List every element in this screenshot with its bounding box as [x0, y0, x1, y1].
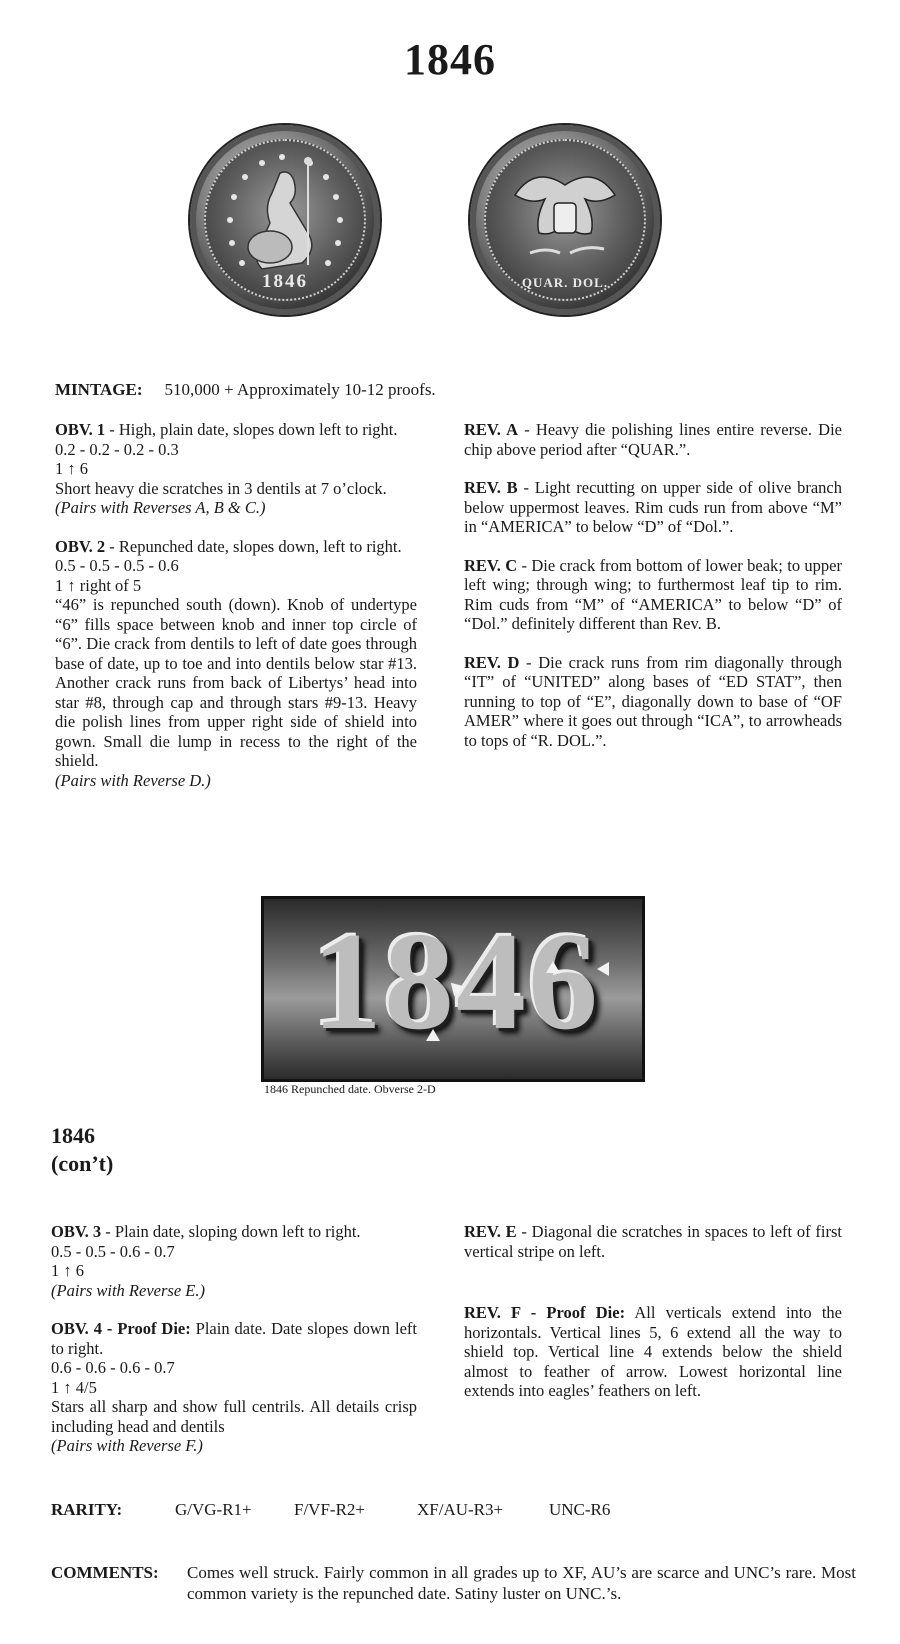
arrow-position: 1 ↑ right of 5: [55, 575, 142, 595]
reverse-e-entry: REV. E - Diagonal die scratches in spaces to left of first vertical stripe on left.: [464, 1222, 842, 1261]
reverse-label: REV. E: [464, 1222, 517, 1241]
obverse-column-top: [55, 420, 417, 809]
reverse-description: Die crack runs from rim diagonally through “IT” of “UNITED” along bases of “ED STAT”, then running to top of “E”, diagonally down to base of “OF AMER” where it goes out through “ICA”, to arrowheads to tops of “R. DOL.”.: [464, 652, 842, 750]
reverse-description: All verticals extend into the horizontals. Vertical lines 5, 6 extend all the way to shield top. Vertical line 4 extends below the shield almost to feather of arrow. Lowest horizontal line extends into eagles’ feathers on left.: [464, 1303, 843, 1400]
reverse-a-entry: REV. A - Heavy die polishing lines entire reverse. Die chip above period after “QUAR.”.: [464, 420, 842, 459]
reverse-f-entry: [464, 1303, 842, 1401]
obverse-4-entry: [51, 1319, 417, 1456]
mintage-value: 510,000 + Approximately 10-12 proofs.: [164, 380, 436, 399]
reverse-label: REV. C: [464, 555, 518, 575]
reverse-column-top: [464, 420, 842, 769]
obverse-column-bottom: [51, 1222, 417, 1475]
reverse-description: Die crack from bottom of lower beak; to upper left wing; through wing; to furthermost leaf tip to rim. Rim cuds from “M” of “AMERICA” to below “D” of “Dol.” definitely different than Rev. B.: [464, 555, 842, 633]
marker-arrow-icon: [546, 961, 560, 973]
obverse-1-entry: OBV. 1 - High, plain date, slopes down left to right. 0.2 - 0.2 - 0.2 - 0.3 1 ↑ 6 Short heavy die scratches in 3 dentils at 7 o’clock. (Pairs with Reverses A, B & C.): [55, 420, 417, 518]
rarity-grade: F/VF-R2+: [294, 1500, 365, 1519]
comments-text: Comes well struck. Fairly common in all grades up to XF, AU’s are scarce and UNC’s rare. Most common variety is the repunched date. Satiny luster on UNC.’s.: [187, 1563, 856, 1603]
reverse-description: Light recutting on upper side of olive branch below uppermost leaves. Rim cuds run from above “M” in “AMERICA” to below “D” of “Dol.”.: [464, 478, 842, 536]
reverse-coin-image: [470, 125, 660, 315]
pairs-note: (Pairs with Reverse E.): [51, 1280, 205, 1300]
pairs-note: (Pairs with Reverses A, B & C.): [55, 498, 266, 517]
marker-arrow-icon: [597, 962, 609, 976]
rarity-grade: XF/AU-R3+: [417, 1500, 504, 1519]
obverse-description: Plain date, sloping down left to right.: [114, 1222, 361, 1241]
rarity-grade: UNC-R6: [549, 1500, 611, 1519]
page-title: 1846: [404, 35, 496, 84]
obverse-label: OBV. 4 - Proof Die:: [51, 1319, 191, 1338]
comments-block: [51, 1562, 856, 1604]
photo-date-digits: 1846: [312, 904, 600, 1059]
arrow-position: 1 ↑ 6: [51, 1261, 84, 1280]
obverse-description: Plain date. Date slopes down left to right.: [51, 1319, 417, 1358]
date-positions: 0.6 - 0.6 - 0.6 - 0.7: [51, 1358, 175, 1377]
up-arrow-icon: ↑: [63, 1261, 72, 1280]
obverse-notes: “46” is repunched south (down). Knob of undertype “6” fills space between knob and inner top circle of “6”. Die crack from dentils to left of date goes through base of date, up to toe and into dentils below star #13. Another crack runs from back of Libertys’ head into star #8, through cap and through stars #9-13. Heavy die polish lines from upper right side of shield into gown. Small die lump in recess to the right of the shield.: [55, 595, 417, 770]
obverse-description: High, plain date, slopes down left to right.: [118, 420, 398, 439]
arrow-position: 1 ↑ 6: [55, 459, 88, 478]
obverse-2-entry: OBV. 2 - Repunched date, slopes down, left to right. 0.5 - 0.5 - 0.5 - 0.6 1 ↑ right of 5 “46” is repunched south (down). Knob of undertype “6” fills space between knob and inner top circle of “6”. Die crack from dentils to left of date goes through base of date, up to toe and into dentils below star #13. Another crack runs from back of Libertys’ head into star #8, through cap and through stars #9-13. Heavy die polish lines from upper right side of shield into gown. Small die lump in recess to the right of the shield. (Pairs with Reverse D.): [55, 536, 417, 790]
reverse-description: Diagonal die scratches in spaces to left of first vertical stripe on left.: [464, 1222, 842, 1261]
pairs-note: (Pairs with Reverse D.): [55, 770, 211, 790]
reverse-description: Heavy die polishing lines entire reverse. Die chip above period after “QUAR.”.: [464, 420, 842, 459]
reverse-label: REV. B: [464, 478, 518, 497]
date-positions: 0.5 - 0.5 - 0.5 - 0.6: [55, 556, 179, 575]
reverse-c-entry: REV. C - Die crack from bottom of lower beak; to upper left wing; through wing; to furthermost leaf tip to rim. Rim cuds from “M” of “AMERICA” to below “D” of “Dol.” definitely different than Rev. B.: [464, 555, 842, 633]
date-positions: 0.5 - 0.5 - 0.6 - 0.7: [51, 1241, 175, 1261]
rarity-grade: G/VG-R1+: [175, 1500, 252, 1519]
reverse-b-entry: REV. B - Light recutting on upper side of olive branch below uppermost leaves. Rim cuds run from above “M” in “AMERICA” to below “D” of “Dol.”.: [464, 478, 842, 536]
obverse-notes: Short heavy die scratches in 3 dentils at 7 o’clock.: [55, 478, 387, 498]
continued-heading: 1846 (con’t): [51, 1123, 114, 1176]
obverse-notes: Stars all sharp and show full centrils. All details crisp including head and dentils: [51, 1397, 417, 1436]
reverse-legend-bottom: QUAR. DOL.: [521, 275, 609, 290]
obverse-date-text: 1846: [262, 271, 308, 292]
mintage-label: MINTAGE:: [55, 380, 143, 399]
obverse-coin-image: [190, 125, 380, 315]
obverse-3-entry: OBV. 3 - Plain date, sloping down left to right. 0.5 - 0.5 - 0.6 - 0.7 1 ↑ 6 (Pairs with Reverse E.): [51, 1222, 417, 1300]
up-arrow-icon: ↑: [63, 1377, 72, 1397]
reverse-column-bottom: [464, 1222, 842, 1420]
pairs-note: (Pairs with Reverse F.): [51, 1436, 203, 1455]
reverse-label: REV. A: [464, 420, 519, 439]
obverse-description: Repunched date, slopes down, left to right.: [118, 536, 402, 556]
repunched-date-photo: [261, 896, 645, 1082]
arrow-position: 1 ↑ 4/5: [51, 1377, 97, 1397]
up-arrow-icon: ↑: [67, 459, 76, 478]
obverse-label: OBV. 2: [55, 536, 106, 556]
reverse-label: REV. D: [464, 652, 520, 672]
photo-caption: 1846 Repunched date. Obverse 2-D: [264, 1082, 436, 1096]
date-positions: 0.2 - 0.2 - 0.2 - 0.3: [55, 439, 179, 459]
comments-label: COMMENTS:: [51, 1563, 159, 1582]
reverse-d-entry: REV. D - Die crack runs from rim diagonally through “IT” of “UNITED” along bases of “ED STAT”, then running to top of “E”, diagonally down to base of “OF AMER” where it goes out through “ICA”, to arrowheads to tops of “R. DOL.”.: [464, 652, 842, 750]
mintage-line: [55, 380, 436, 400]
marker-arrow-icon: [426, 1029, 440, 1041]
reverse-label: REV. F - Proof Die:: [464, 1303, 626, 1322]
rarity-label: RARITY:: [51, 1500, 123, 1519]
obverse-label: OBV. 3: [51, 1222, 102, 1241]
up-arrow-icon: ↑: [67, 575, 76, 595]
obverse-label: OBV. 1: [55, 420, 106, 439]
